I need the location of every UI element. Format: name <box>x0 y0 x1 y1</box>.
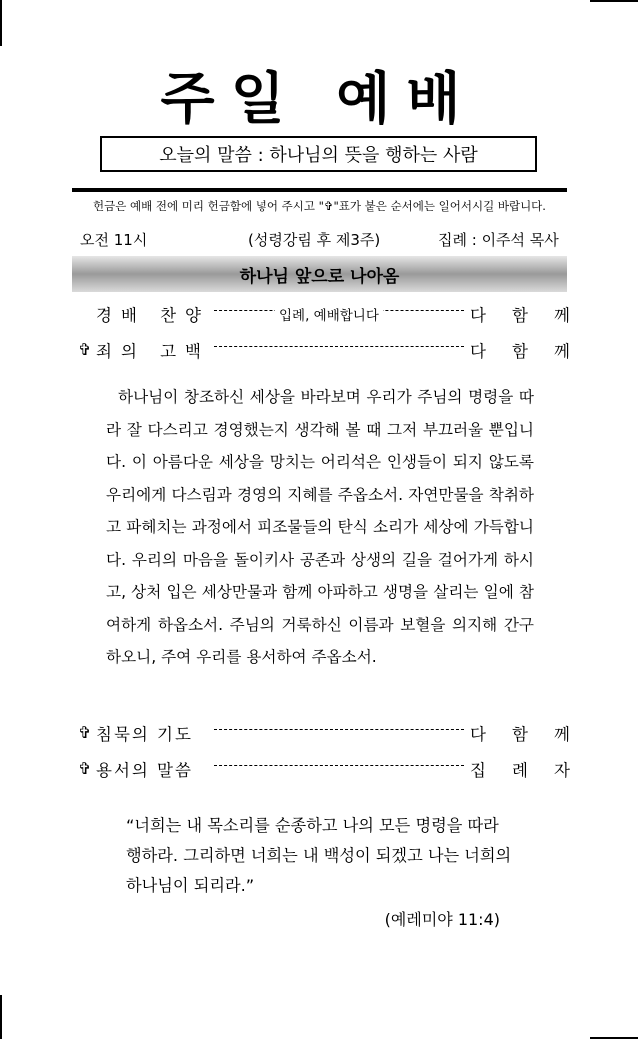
confession-prayer <box>106 381 534 674</box>
section-header <box>72 256 567 292</box>
order-item-leader: 다 함 께 <box>470 725 570 744</box>
sermon-title: 오늘의 말씀 : 하나님의 뜻을 행하는 사람 <box>159 145 478 166</box>
dotted-leader <box>214 729 464 730</box>
sermon-title-box <box>100 136 537 172</box>
presider: 집례 : 이주석 목사 <box>438 231 559 249</box>
order-item-name: 침묵의 기도 <box>96 725 193 744</box>
order-item-name: 용서의 말씀 <box>96 761 193 780</box>
liturgical-season: (성령강림 후 제3주) <box>248 231 381 249</box>
scripture-quote: “너희는 내 목소리를 순종하고 나의 모든 명령을 따라 행하라. 그리하면 너희는 내 백성이 되겠고 나는 너희의 하나님이 되리라.” <box>126 816 512 895</box>
section-title: 하나님 앞으로 나아옴 <box>239 266 400 287</box>
stand-cross-icon: ✞ <box>78 340 92 359</box>
scripture-reference: (예레미야 11:4) <box>384 910 500 929</box>
order-row-silent-prayer <box>78 721 568 747</box>
crop-mark-bottom-left <box>0 995 2 1039</box>
offering-notice: 헌금은 예배 전에 미리 헌금함에 넣어 주시고 "✞"표가 붙은 순서에는 일어서시길 바랍니다. <box>93 199 546 213</box>
order-item-name: 죄의 고백 <box>96 342 211 361</box>
order-item-detail: 입례, 예배합니다 <box>275 304 383 324</box>
header-rule <box>72 188 567 192</box>
order-item-leader: 다 함 께 <box>470 342 570 361</box>
service-time: 오전 11시 <box>80 231 148 249</box>
order-item-leader: 다 함 께 <box>470 306 570 325</box>
stand-cross-icon: ✞ <box>78 723 92 742</box>
dotted-leader <box>214 765 464 766</box>
prayer-text: 하나님이 창조하신 세상을 바라보며 우리가 주님의 명령을 따라 잘 다스리고 경영했는지 생각해 볼 때 그저 부끄러울 뿐입니다. 이 아름다운 세상을 망치는 어리석은 인생들이 되지 않도록 우리에게 다스림과 경영의 지혜를 주옵소서. 자연만물을 착취하고 파헤치는 과정에서 피조물들의 탄식 소리가 세상에 가득합니다. 우리의 마음을 돌이키사 공존과 상생의 길을 걸어가게 하시고, 상처 입은 세상만물과 함께 아파하고 생명을 살리는 일에 참여하게 하옵소서. 주님의 거룩하신 이름과 보혈을 의지해 간구하오니, 주여 우리를 용서하여 주옵소서. <box>106 388 534 666</box>
order-row-confession <box>78 338 568 364</box>
order-row-praise <box>78 302 568 328</box>
order-item-name: 경배 찬양 <box>96 306 211 325</box>
order-item-leader: 집 례 자 <box>470 761 570 780</box>
crop-mark-top-right <box>590 0 638 2</box>
order-row-absolution <box>78 757 568 783</box>
page-title: 주일 예배 <box>160 67 477 132</box>
service-info <box>80 229 570 253</box>
crop-mark-top-left <box>0 0 2 46</box>
dotted-leader <box>214 346 464 347</box>
stand-cross-icon: ✞ <box>78 759 92 778</box>
